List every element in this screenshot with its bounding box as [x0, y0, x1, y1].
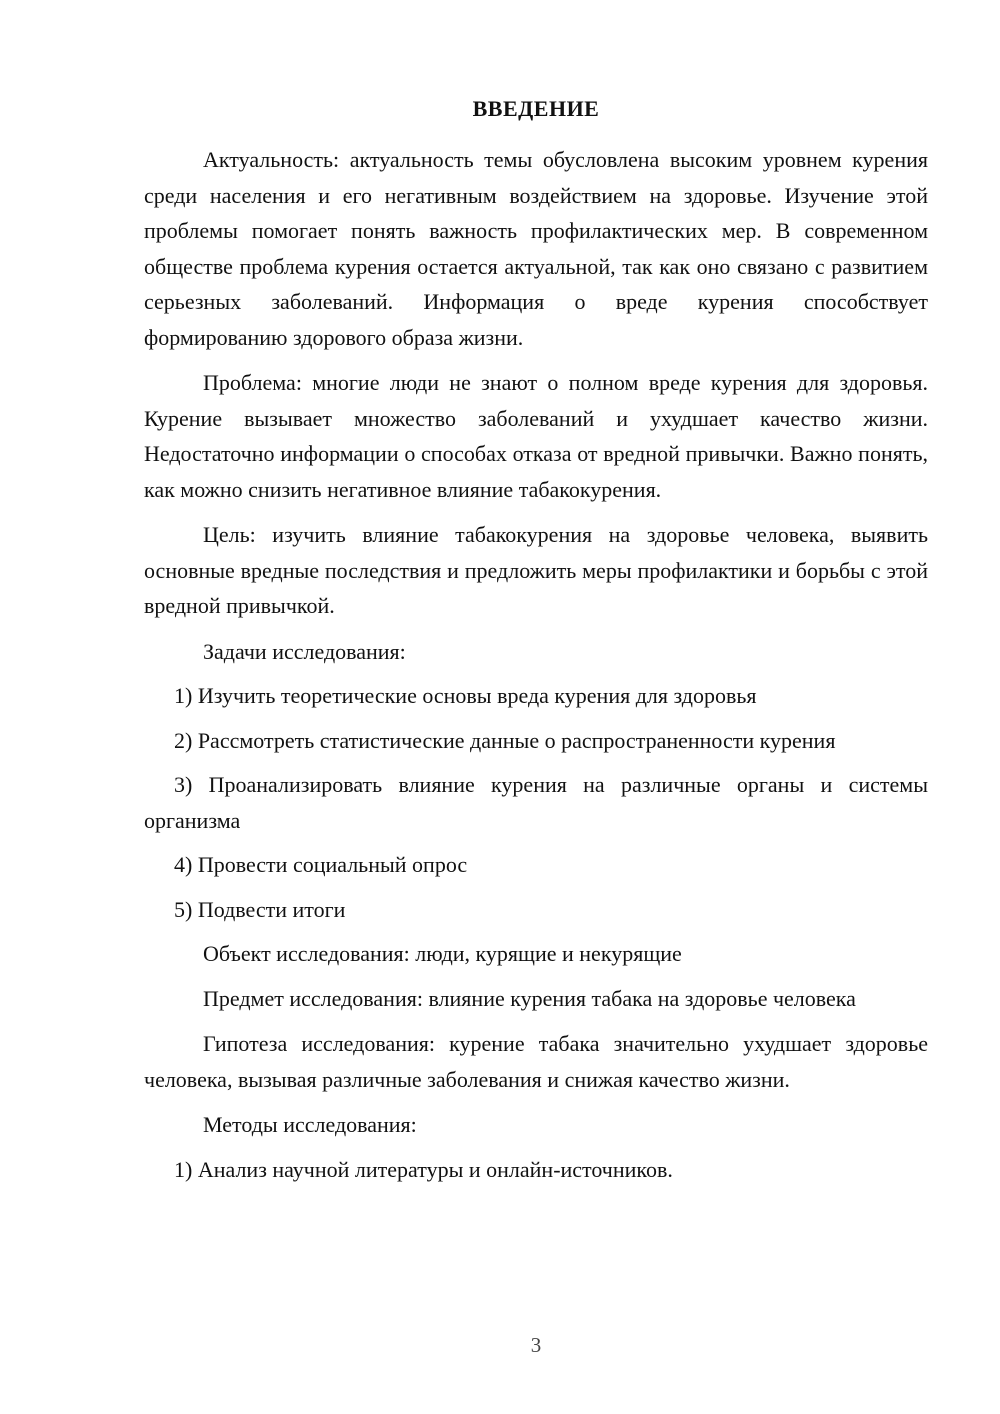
task-item: 4) Провести социальный опрос — [174, 852, 468, 877]
task-item: 1) Изучить теоретические основы вреда курения для здоровья — [174, 683, 757, 708]
problem-paragraph: Проблема: многие люди не знают о полном вреде курения для здоровья. Курение вызывает множество заболеваний и ухудшает качество жизни. Недостаточно информации о способах отказа от вредной привычки. Важно понять, как можно снизить негативное влияние табакокурения. — [144, 370, 928, 502]
tasks-heading: Задачи исследования: — [203, 638, 406, 664]
method-item: 1) Анализ научной литературы и онлайн-источников. — [174, 1156, 673, 1182]
methods-heading: Методы исследования: — [203, 1112, 417, 1137]
goal-paragraph: Цель: изучить влияние табакокурения на здоровье человека, выявить основные вредные последствия и предложить меры профилактики и борьбы с этой вредной привычкой. — [144, 522, 928, 618]
task-item: 2) Рассмотреть статистические данные о распространенности курения — [174, 727, 836, 753]
page-number: 3 — [530, 1333, 542, 1357]
relevance-paragraph: Актуальность: актуальность темы обусловлена высоким уровнем курения среди населения и его негативным воздействием на здоровье. Изучение этой проблемы помогает понять важность профилактических мер. В современном обществе проблема курения остается актуальной, так как оно связано с развитием серьезных заболеваний. Информация о вреде курения способствует формированию здорового образа жизни. — [144, 147, 928, 350]
section-title: ВВЕДЕНИЕ — [472, 96, 600, 121]
object-paragraph: Объект исследования: люди, курящие и некурящие — [203, 941, 682, 966]
document-body — [144, 142, 928, 1196]
subject-paragraph: Предмет исследования: влияние курения табака на здоровье человека — [203, 985, 856, 1011]
hypothesis-paragraph: Гипотеза исследования: курение табака значительно ухудшает здоровье человека, вызывая различные заболевания и снижая качество жизни. — [144, 1031, 928, 1092]
task-item: 5) Подвести итоги — [174, 896, 346, 922]
task-item: 3) Проанализировать влияние курения на различные органы и системы организма — [144, 772, 928, 833]
